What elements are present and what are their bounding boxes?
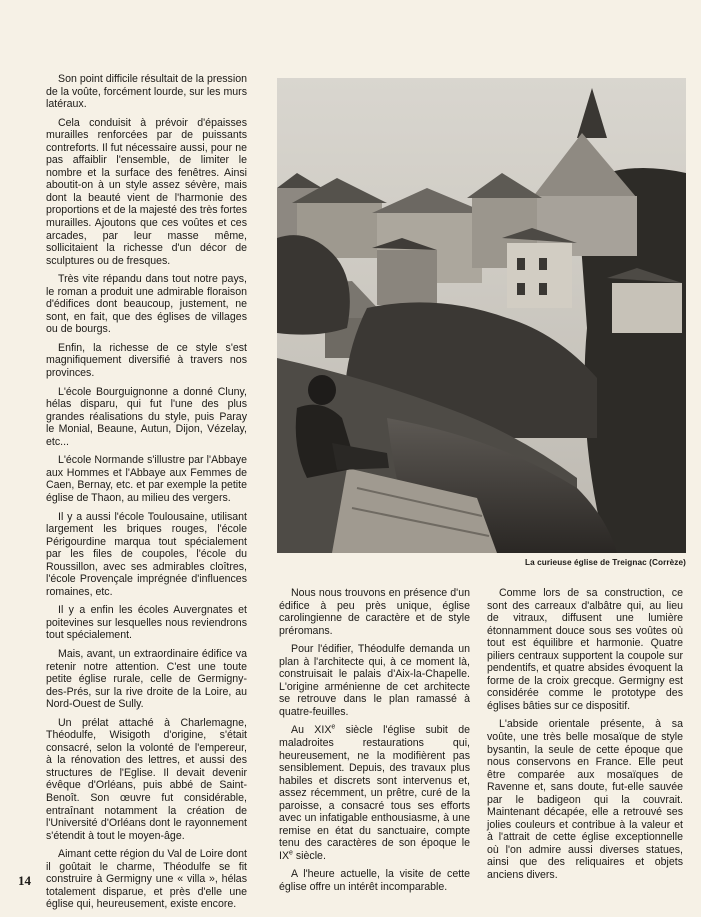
paragraph: Enfin, la richesse de ce style s'est magnifiquement diversifié à travers nos provinces. — [46, 341, 247, 380]
paragraph: Son point difficile résultait de la pression de la voûte, forcément lourde, sur les murs latéraux. — [46, 73, 247, 111]
paragraph: Nous nous trouvons en présence d'un édifice à peu près unique, église carolingienne de caractère et de style préromans. — [279, 587, 470, 637]
paragraph: L'école Normande s'illustre par l'Abbaye aux Hommes et l'Abbaye aux Femmes de Caen, Bernay, etc. et par exemple la petite église de Thaon, au milieu des vergers. — [46, 454, 247, 504]
superscript: e — [289, 849, 293, 857]
photo-illustration — [277, 78, 686, 553]
paragraph — [279, 724, 470, 862]
paragraph: L'abside orientale présente, à sa voûte, une très belle mosaïque de style bysantin, la seule de cette époque que nous conservons en France. Elle peut être comparée aux mosaïques de Ravenne et, sans doute, fut-elle sauvée par le badigeon qui la couvrait. Maintenant décapée, elle a retrouvé ses jolies couleurs et contribue à la valeur et à l'attrait de cette église exceptionnelle où l'on admire aussi diverses statues, ainsi que des reliquaires et objets anciens divers. — [487, 718, 683, 882]
superscript: e — [331, 723, 336, 731]
paragraph: L'école Bourguignonne a donné Cluny, hélas disparu, qui fut l'une des plus grandes réalisations du style, puis Paray le Monial, Beaune, Autun, Dijon, Vézelay, etc... — [46, 385, 247, 448]
paragraph: Comme lors de sa construction, ce sont des carreaux d'albâtre qui, au lieu de vitraux, diffusent une lumière étonnamment douce sous ses voûtes où tout est équilibre et harmonie. Quatre piliers centraux supportent la coupole sur pendentifs, et quatre absides évoquent la forme de la croix grecque. Germigny est considérée comme le prototype des églises bâties sur ce dispositif. — [487, 587, 683, 712]
paragraph: Un prélat attaché à Charlemagne, Théodulfe, Wisigoth d'origine, s'était consacré, selon la volonté de l'empereur, à la rénovation des lettres, et aussi des structures de l'Eglise. Il devait devenir évêque d'Orléans, puis abbé de Saint-Benoît. Son œuvre fut considérable, entraînant notamment la création de l'Université d'Orléans dont le rayonnement s'étendit à tout le moyen-âge. — [46, 716, 247, 842]
paragraph: Il y a enfin les écoles Auvergnates et poitevines sur lesquelles nous reviendrons tout spécialement. — [46, 604, 247, 642]
photo-caption: La curieuse église de Treignac (Corrèze) — [525, 558, 686, 567]
paragraph: A l'heure actuelle, la visite de cette église offre un intérêt incomparable. — [279, 868, 470, 894]
page-number: 14 — [18, 873, 31, 888]
paragraph: Pour l'édifier, Théodulfe demanda un plan à l'architecte qui, à ce moment là, construisait le palais d'Aix-la-Chapelle. L'origine arménienne de cet architecte se retrouve dans le plan ramassé à quatre-feuilles. — [279, 643, 470, 718]
text-run: siècle l'église subit de maladroites restaurations qui, heureusement, ne la modifièrent pas sensiblement. Depuis, des travaux plus habiles et discrets sont intervenus et, assez récemment, un prêtre, curé de la paroisse, a consacré tous ses efforts avec un infatigable enthousiasme, à une remise en état du sanctuaire, compte tenu des caractères de son époque le IX — [279, 724, 470, 862]
paragraph: Il y a aussi l'école Toulousaine, utilisant largement les briques rouges, l'école Périgourdine marqua tout spécialement par les files de coupoles, l'école du Roussillon, avec ses admirables cloîtres, l'école Provençale imprégnée d'influences romaines, etc. — [46, 510, 247, 598]
village-church-photo — [277, 78, 686, 553]
paragraph: Mais, avant, un extraordinaire édifice va retenir notre attention. C'est une toute petite église rurale, celle de Germigny-des-Prés, sur la rive droite de la Loire, au Nord-Ouest de Sully. — [46, 647, 247, 711]
left-text-column — [46, 73, 247, 917]
text-run: Au XIX — [291, 724, 332, 737]
right-text-column — [487, 587, 683, 888]
paragraph: Aimant cette région du Val de Loire dont il goûtait le charme, Théodulfe se fit construire à Germigny une « villa », hélas totalement disparue, et près d'elle une église qui, heureusement, existe encore. — [46, 848, 247, 911]
paragraph: Très vite répandu dans tout notre pays, le roman a produit une admirable floraison d'édifices dont beaucoup, justement, ne sont, en fait, que des églises de villages ou de bourgs. — [46, 273, 247, 336]
text-run: siècle. — [292, 849, 326, 862]
paragraph: Cela conduisit à prévoir d'épaisses murailles renforcées par de puissants contreforts. Il fut nécessaire aussi, pour ne pas affaiblir l'ensemble, de limiter le nombre et la surface des fenêtres. Ainsi aboutit-on à un style assez sévère, mais dont la beauté vient de l'harmonie des proportions et de la majesté des très fortes murailles. Ajoutons que ces voûtes et ces arcades, par leur masse même, sollicitaient la richesse d'un décor de sculptures ou de fresques. — [46, 116, 247, 267]
middle-text-column — [279, 587, 470, 900]
